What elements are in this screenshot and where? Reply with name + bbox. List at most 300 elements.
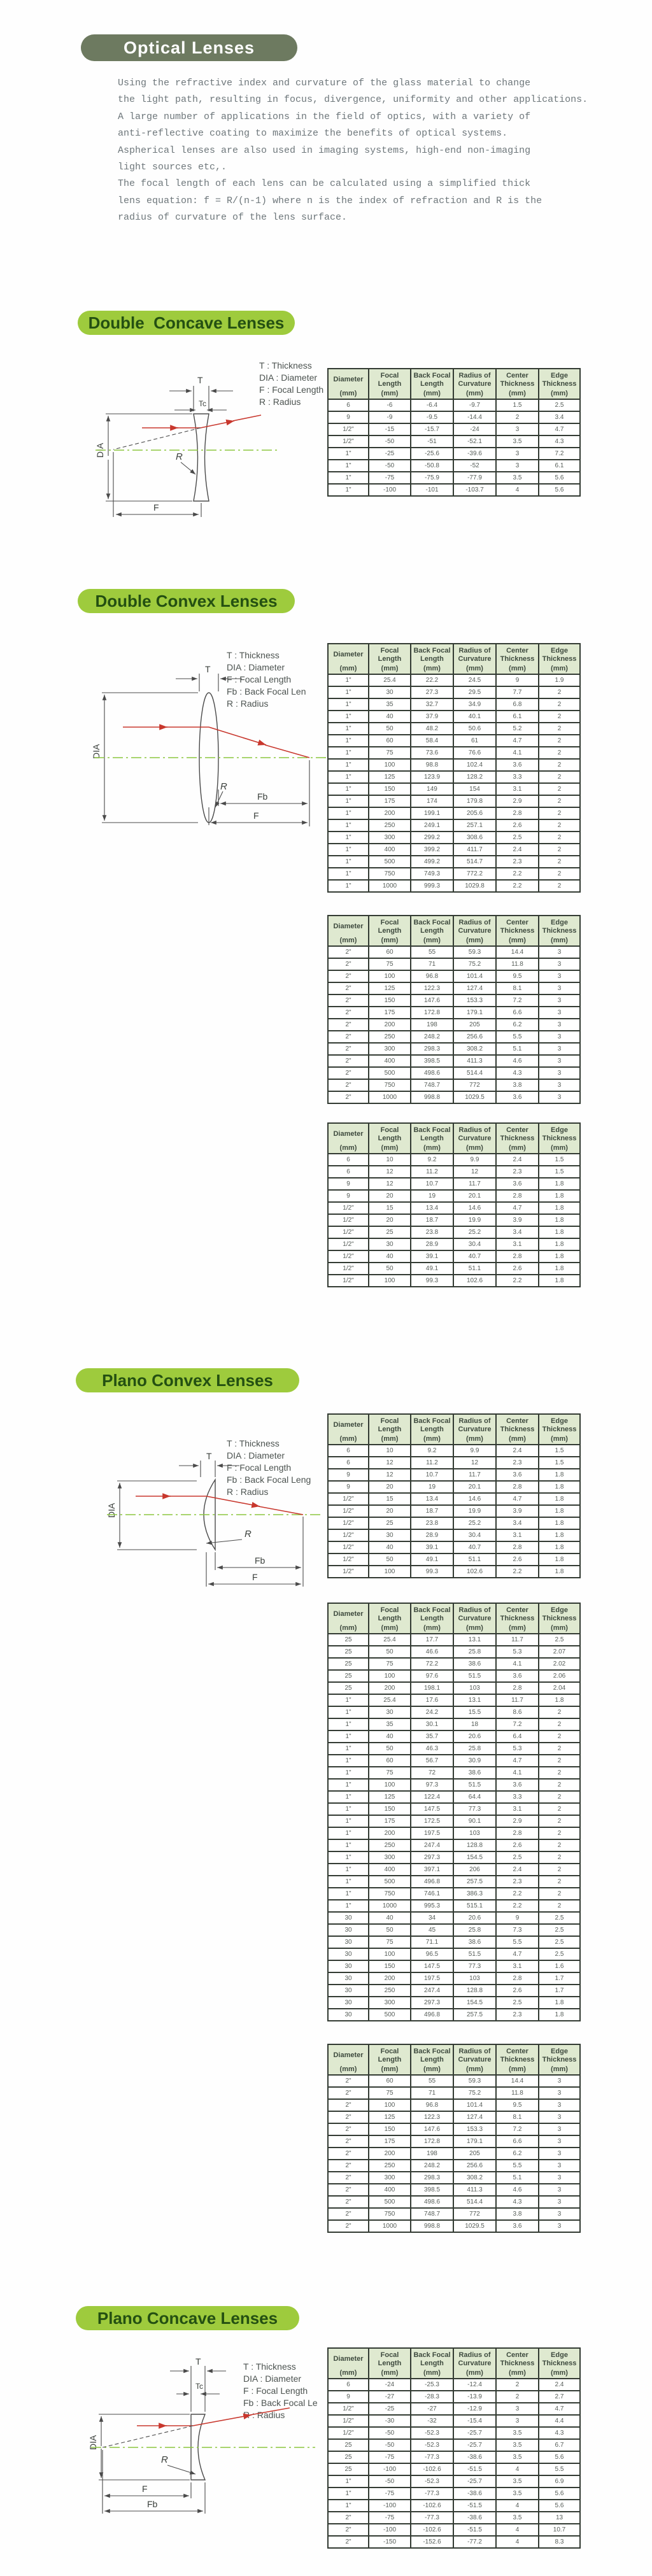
table-cell: 198.1 (411, 1682, 453, 1694)
table-row (328, 1706, 580, 1718)
table-cell: 147.6 (411, 994, 453, 1007)
table-cell: 30.4 (453, 1529, 496, 1541)
table-cell: 2 (539, 711, 580, 723)
table-cell: 25.2 (453, 1517, 496, 1529)
table-cell: 3.6 (496, 2220, 539, 2232)
table-cell: 25.2 (453, 1226, 496, 1238)
table-cell: 1.6 (539, 1960, 580, 1972)
column-header: Focal Length (mm) (369, 1414, 411, 1445)
table-cell: 3.3 (496, 1791, 539, 1803)
table-cell: 11.8 (496, 958, 539, 970)
table-cell: 5.6 (539, 472, 580, 484)
table-cell: 750 (369, 868, 411, 880)
table-cell: 999.3 (411, 880, 453, 892)
dim-label-focal: F (142, 2484, 148, 2494)
table-cell: 55 (411, 2075, 453, 2087)
table-cell: 3.5 (496, 2475, 539, 2488)
table-cell: 3 (539, 994, 580, 1007)
table-cell: 2" (328, 2160, 369, 2172)
table-row (328, 1900, 580, 1912)
table-cell: 3.8 (496, 2208, 539, 2220)
table-cell: 45 (411, 1924, 453, 1936)
column-header: Radius of Curvature (mm) (453, 1603, 496, 1634)
table-cell: -9.5 (411, 411, 453, 423)
table-cell: 300 (369, 832, 411, 844)
table-cell: 500 (369, 2009, 411, 2021)
table-cell: 3.5 (496, 2439, 539, 2451)
table-cell: 3 (539, 1043, 580, 1055)
table-cell: 25 (328, 2439, 369, 2451)
legend-line: F : Focal Length (243, 2386, 308, 2396)
table-cell: 23.8 (411, 1517, 453, 1529)
dim-label-focal: F (253, 810, 259, 821)
table-cell: 1.8 (539, 1275, 580, 1287)
table-cell: -152.6 (411, 2536, 453, 2548)
table-row (328, 1190, 580, 1202)
table-cell: 150 (369, 1803, 411, 1815)
table-row (328, 1178, 580, 1190)
column-header: Focal Length (mm) (369, 369, 411, 399)
table-cell: -27 (369, 2391, 411, 2403)
table-cell: 7.7 (496, 686, 539, 698)
table-cell: 1" (328, 686, 369, 698)
table-cell: 25 (328, 2451, 369, 2463)
table-cell: 75 (369, 1936, 411, 1948)
intro-line: light sources etc,. (118, 162, 227, 173)
table-cell: 50 (369, 1263, 411, 1275)
table-cell: 40.7 (453, 1541, 496, 1553)
table-cell: 179.8 (453, 795, 496, 807)
legend-line: DIA : Diameter (243, 2374, 302, 2384)
table-row (328, 735, 580, 747)
table-cell: 1.8 (539, 1694, 580, 1706)
double-convex-spec-table-1 (327, 643, 581, 893)
column-header: Edge Thickness (mm) (539, 1603, 580, 1634)
table-cell: 17.6 (411, 1694, 453, 1706)
table-cell: 2 (539, 747, 580, 759)
table-cell: 2 (539, 1827, 580, 1839)
table-cell: 56.7 (411, 1755, 453, 1767)
table-cell: 2.04 (539, 1682, 580, 1694)
table-cell: 500 (369, 1876, 411, 1888)
table-cell: 2 (539, 1815, 580, 1827)
table-row (328, 1755, 580, 1767)
table-cell: 3.1 (496, 783, 539, 795)
table-cell: 1/2" (328, 1214, 369, 1226)
table-cell: 498.6 (411, 2196, 453, 2208)
table-cell: 1" (328, 1839, 369, 1851)
table-row (328, 460, 580, 472)
table-cell: -14.4 (453, 411, 496, 423)
column-header: Edge Thickness (mm) (539, 2044, 580, 2075)
table-cell: 175 (369, 2135, 411, 2148)
table-cell: 50 (369, 1646, 411, 1658)
legend-line: R : Radius (259, 397, 301, 407)
table-row (328, 2148, 580, 2160)
table-cell: 51.5 (453, 1948, 496, 1960)
table-cell: 23.8 (411, 1226, 453, 1238)
table-cell: 750 (369, 1888, 411, 1900)
table-cell: -25.7 (453, 2427, 496, 2439)
table-cell: 101.4 (453, 2099, 496, 2111)
table-cell: -25.3 (411, 2379, 453, 2391)
table-row (328, 2439, 580, 2451)
table-cell: -102.6 (411, 2524, 453, 2536)
table-cell: 2" (328, 2111, 369, 2123)
table-cell: 2.3 (496, 2009, 539, 2021)
table-cell: 2 (539, 1791, 580, 1803)
table-cell: 1" (328, 472, 369, 484)
table-cell: 51.5 (453, 1670, 496, 1682)
table-cell: 2.5 (496, 1997, 539, 2009)
table-cell: 198 (411, 1019, 453, 1031)
dim-label-radius: R (220, 781, 227, 792)
table-cell: 75 (369, 1767, 411, 1779)
table-cell: 1" (328, 1706, 369, 1718)
column-header: Back Focal Length (mm) (411, 916, 453, 946)
table-cell: 2.2 (496, 1888, 539, 1900)
table-cell: 3.6 (496, 1779, 539, 1791)
plano-convex-spec-table-2 (327, 1603, 581, 2021)
table-cell: -38.6 (453, 2451, 496, 2463)
table-cell: 4 (496, 484, 539, 496)
table-cell: -51 (411, 435, 453, 448)
table-cell: 2 (539, 723, 580, 735)
table-cell: 2.4 (496, 1154, 539, 1166)
column-header: Diameter (mm) (328, 1603, 369, 1634)
table-cell: 3 (539, 2160, 580, 2172)
table-cell: 2 (539, 1743, 580, 1755)
table-cell: 3.4 (496, 1226, 539, 1238)
table-cell: 11.2 (411, 1457, 453, 1469)
table-row (328, 711, 580, 723)
table-row (328, 1646, 580, 1658)
table-cell: 3.6 (496, 1091, 539, 1103)
table-cell: 2 (539, 1864, 580, 1876)
table-cell: 35.7 (411, 1730, 453, 1743)
table-cell: 1" (328, 759, 369, 771)
table-cell: 15.5 (453, 1706, 496, 1718)
table-cell: -100 (369, 2500, 411, 2512)
dim-label-thickness: T (206, 1451, 212, 1461)
table-cell: 2 (539, 1803, 580, 1815)
table-cell: 128.8 (453, 1839, 496, 1851)
table-cell: 5.3 (496, 1646, 539, 1658)
table-cell: -24 (453, 423, 496, 435)
table-cell: 205.6 (453, 807, 496, 819)
table-cell: 496.8 (411, 2009, 453, 2021)
table-row (328, 1469, 580, 1481)
table-cell: 30 (328, 1985, 369, 1997)
table-cell: 25 (369, 1517, 411, 1529)
table-cell: 2 (539, 1888, 580, 1900)
table-cell: 4.6 (496, 1055, 539, 1067)
table-header-row (328, 1123, 580, 1154)
column-header: Center Thickness (mm) (496, 916, 539, 946)
table-cell: 3.5 (496, 472, 539, 484)
table-cell: 1/2" (328, 1202, 369, 1214)
table-row (328, 759, 580, 771)
table-cell: -50 (369, 2439, 411, 2451)
table-cell: 5.1 (496, 2172, 539, 2184)
table-cell: -25 (369, 448, 411, 460)
table-cell: 3 (539, 958, 580, 970)
table-cell: 6 (328, 2379, 369, 2391)
table-cell: 1000 (369, 880, 411, 892)
table-cell: 2.4 (496, 844, 539, 856)
table-cell: 2 (539, 1706, 580, 1718)
table-cell: 2.5 (496, 832, 539, 844)
table-cell: 1.8 (539, 2009, 580, 2021)
table-row (328, 1718, 580, 1730)
table-cell: 19 (411, 1190, 453, 1202)
table-row (328, 795, 580, 807)
table-cell: 2 (539, 807, 580, 819)
table-cell: 3 (496, 2415, 539, 2427)
table-cell: 150 (369, 994, 411, 1007)
table-cell: 24.2 (411, 1706, 453, 1718)
table-cell: 1.8 (539, 1202, 580, 1214)
table-cell: 9 (328, 1190, 369, 1202)
table-cell: 200 (369, 2148, 411, 2160)
dim-label-center-thickness: Tc (195, 2382, 203, 2391)
table-row (328, 411, 580, 423)
table-cell: 1/2" (328, 1529, 369, 1541)
table-cell: 247.4 (411, 1839, 453, 1851)
table-cell: 179.1 (453, 2135, 496, 2148)
table-cell: 39.1 (411, 1541, 453, 1553)
table-cell: 25 (328, 1658, 369, 1670)
table-cell: 1/2" (328, 1275, 369, 1287)
table-cell: 2.8 (496, 1541, 539, 1553)
table-cell: 998.8 (411, 2220, 453, 2232)
table-cell: 1.8 (539, 1226, 580, 1238)
dim-label-back-focal: Fb (257, 791, 268, 802)
table-row (328, 1019, 580, 1031)
table-cell: 30 (328, 1972, 369, 1985)
table-cell: 199.1 (411, 807, 453, 819)
table-cell: 38.6 (453, 1658, 496, 1670)
table-cell: 3 (496, 448, 539, 460)
table-cell: 411.3 (453, 2184, 496, 2196)
table-cell: 2" (328, 2087, 369, 2099)
table-cell: 22.2 (411, 674, 453, 686)
table-cell: -50.8 (411, 460, 453, 472)
table-cell: 149 (411, 783, 453, 795)
table-cell: 28.9 (411, 1529, 453, 1541)
table-cell: 12 (369, 1457, 411, 1469)
table-cell: 4.3 (496, 1067, 539, 1079)
table-cell: 19.9 (453, 1505, 496, 1517)
table-cell: 7.2 (496, 994, 539, 1007)
table-cell: 30 (328, 1924, 369, 1936)
table-cell: 749.3 (411, 868, 453, 880)
table-cell: 2.5 (539, 1948, 580, 1960)
table-cell: 2" (328, 1067, 369, 1079)
table-cell: 49.1 (411, 1553, 453, 1566)
table-cell: 1" (328, 1791, 369, 1803)
double-convex-spec-table-2 (327, 915, 581, 1104)
table-cell: 1.8 (539, 1469, 580, 1481)
table-row (328, 1091, 580, 1103)
table-cell: 122.3 (411, 982, 453, 994)
table-cell: 2" (328, 1043, 369, 1055)
table-cell: 1" (328, 807, 369, 819)
table-cell: 3.6 (496, 1670, 539, 1682)
column-header: Edge Thickness (mm) (539, 1414, 580, 1445)
table-cell: 386.3 (453, 1888, 496, 1900)
table-cell: 4.7 (496, 735, 539, 747)
table-cell: -25.7 (453, 2475, 496, 2488)
table-cell: 1" (328, 1779, 369, 1791)
table-cell: 746.1 (411, 1888, 453, 1900)
table-cell: 3 (539, 2148, 580, 2160)
table-cell: 250 (369, 2160, 411, 2172)
dim-label-diameter: DIA (88, 2435, 98, 2450)
table-cell: 7.3 (496, 1924, 539, 1936)
table-cell: 2" (328, 1091, 369, 1103)
intro-paragraph (118, 75, 588, 227)
table-row (328, 1670, 580, 1682)
table-cell: 3 (539, 1019, 580, 1031)
table-row (328, 2075, 580, 2087)
table-cell: 200 (369, 1682, 411, 1694)
table-cell: 2" (328, 970, 369, 982)
table-row (328, 994, 580, 1007)
column-header: Focal Length (mm) (369, 1123, 411, 1154)
table-cell: -77.3 (411, 2512, 453, 2524)
table-cell: 6 (328, 1457, 369, 1469)
table-cell: 1" (328, 1803, 369, 1815)
table-cell: 3 (496, 2403, 539, 2415)
table-cell: 998.8 (411, 1091, 453, 1103)
table-cell: 125 (369, 771, 411, 783)
table-cell: 4 (496, 2500, 539, 2512)
table-cell: -150 (369, 2536, 411, 2548)
table-cell: 12 (453, 1166, 496, 1178)
table-cell: 256.6 (453, 1031, 496, 1043)
table-cell: 35 (369, 1718, 411, 1730)
table-row (328, 1031, 580, 1043)
legend-line: T : Thickness (243, 2361, 296, 2372)
table-row (328, 1694, 580, 1706)
table-cell: -9.7 (453, 399, 496, 411)
table-cell: 48.2 (411, 723, 453, 735)
table-cell: 49.1 (411, 1263, 453, 1275)
table-cell: 34.9 (453, 698, 496, 711)
table-cell: 750 (369, 2208, 411, 2220)
table-cell: 11.7 (496, 1694, 539, 1706)
plano-concave-diagram (60, 2349, 328, 2540)
table-cell: 15 (369, 1202, 411, 1214)
table-cell: 1.5 (539, 1154, 580, 1166)
table-cell: 30 (328, 1997, 369, 2009)
column-header: Back Focal Length (mm) (411, 644, 453, 674)
table-cell: 3.9 (496, 1214, 539, 1226)
table-cell: 40.7 (453, 1250, 496, 1263)
table-cell: 2" (328, 2135, 369, 2148)
table-row (328, 856, 580, 868)
legend-line: R : Radius (227, 698, 269, 709)
table-row (328, 1154, 580, 1166)
table-cell: 2.3 (496, 1876, 539, 1888)
table-cell: 6.9 (539, 2475, 580, 2488)
table-row (328, 880, 580, 892)
table-cell: 75 (369, 2087, 411, 2099)
table-cell: 40 (369, 1541, 411, 1553)
table-row (328, 1912, 580, 1924)
table-cell: 11.7 (453, 1469, 496, 1481)
column-header: Center Thickness (mm) (496, 2044, 539, 2075)
table-cell: 3.5 (496, 2451, 539, 2463)
table-cell: 400 (369, 844, 411, 856)
table-row (328, 2451, 580, 2463)
table-cell: 200 (369, 1019, 411, 1031)
table-cell: 1.8 (539, 1541, 580, 1553)
table-cell: 8.1 (496, 2111, 539, 2123)
intro-line: The focal length of each lens can be calculated using a simplified thick (118, 178, 531, 190)
table-cell: 2 (496, 2379, 539, 2391)
table-cell: 96.8 (411, 2099, 453, 2111)
table-cell: -75.9 (411, 472, 453, 484)
page-title: Optical Lenses (81, 34, 297, 61)
table-cell: 3 (539, 1091, 580, 1103)
table-cell: 30 (328, 2009, 369, 2021)
table-cell: 122.3 (411, 2111, 453, 2123)
table-cell: 4 (496, 2463, 539, 2475)
table-cell: 2" (328, 1019, 369, 1031)
table-cell: 60 (369, 2075, 411, 2087)
table-cell: 50 (369, 1743, 411, 1755)
table-row (328, 399, 580, 411)
table-cell: 2.9 (496, 1815, 539, 1827)
table-cell: -50 (369, 2427, 411, 2439)
table-row (328, 1481, 580, 1493)
table-cell: 250 (369, 1031, 411, 1043)
table-cell: 40.1 (453, 711, 496, 723)
table-row (328, 1658, 580, 1670)
table-row (328, 2512, 580, 2524)
table-cell: 1" (328, 832, 369, 844)
table-cell: -103.7 (453, 484, 496, 496)
table-cell: 1/2" (328, 1226, 369, 1238)
table-cell: 25.4 (369, 1694, 411, 1706)
table-cell: 250 (369, 819, 411, 832)
column-header: Back Focal Length (mm) (411, 2348, 453, 2379)
table-row (328, 435, 580, 448)
legend-line: R : Radius (227, 1487, 269, 1497)
table-cell: 2.3 (496, 1166, 539, 1178)
table-cell: 397.1 (411, 1864, 453, 1876)
table-cell: 147.5 (411, 1803, 453, 1815)
double-concave-spec-table (327, 368, 581, 497)
table-row (328, 2208, 580, 2220)
table-cell: 1/2" (328, 2415, 369, 2427)
table-cell: -15.4 (453, 2415, 496, 2427)
table-cell: 1/2" (328, 1553, 369, 1566)
table-cell: 1" (328, 1743, 369, 1755)
table-row (328, 2475, 580, 2488)
table-cell: 2 (539, 1779, 580, 1791)
table-cell: 103 (453, 1827, 496, 1839)
table-cell: 100 (369, 970, 411, 982)
table-cell: 6.6 (496, 1007, 539, 1019)
table-cell: -6 (369, 399, 411, 411)
table-cell: 1.8 (539, 1190, 580, 1202)
table-cell: 2" (328, 958, 369, 970)
section-title-double-convex: Double Convex Lenses (78, 589, 295, 613)
table-cell: 100 (369, 1275, 411, 1287)
